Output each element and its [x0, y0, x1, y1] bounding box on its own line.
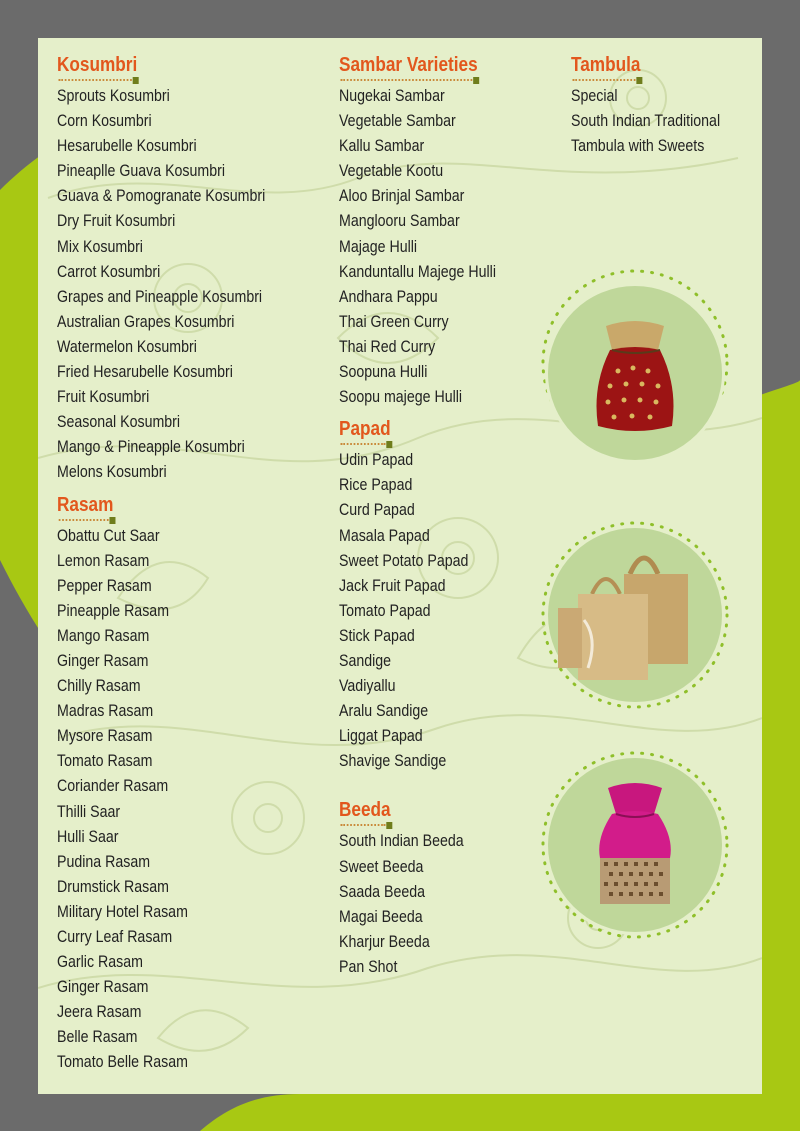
rasam-item: Pudina Rasam: [57, 852, 151, 871]
papad-item: Shavige Sandige: [339, 752, 447, 771]
sambar-item: Thai Green Curry: [339, 312, 449, 331]
rasam-item: Garlic Rasam: [57, 953, 143, 972]
sambar-item: Nugekai Sambar: [339, 87, 445, 105]
pink-pouch-icon: [548, 758, 722, 932]
rasam-item: Obattu Cut Saar: [57, 526, 160, 545]
kosumbri-item: Australian Grapes Kosumbri: [57, 312, 235, 331]
kosumbri-item: Sprouts Kosumbri: [57, 87, 170, 105]
rasam-item: Pineapple Rasam: [57, 601, 170, 620]
jute-bags-image: [548, 528, 722, 702]
rasam-item: Coriander Rasam: [57, 777, 169, 796]
red-pouch-image: [548, 286, 722, 460]
kosumbri-item: Seasonal Kosumbri: [57, 413, 181, 432]
kosumbri-item: Grapes and Pineapple Kosumbri: [57, 287, 263, 306]
rasam-item: Hulli Saar: [57, 827, 119, 846]
rasam-item: Jeera Rasam: [57, 1003, 142, 1022]
papad-item: Curd Papad: [339, 501, 415, 520]
pink-pouch-image: [548, 758, 722, 932]
sambar-item: Soopu majege Hulli: [339, 388, 463, 407]
sambar-item: Andhara Pappu: [339, 287, 438, 306]
papad-item: Udin Papad: [339, 451, 414, 470]
papad-item: Jack Fruit Papad: [339, 576, 446, 595]
kosumbri-item: Fruit Kosumbri: [57, 388, 150, 407]
tambula-item: Special: [571, 87, 618, 105]
papad-item: Masala Papad: [339, 526, 430, 545]
sambar-item: Kallu Sambar: [339, 137, 425, 156]
rasam-item: Chilly Rasam: [57, 677, 141, 696]
beeda-item: South Indian Beeda: [339, 832, 464, 851]
papad-item: Rice Papad: [339, 476, 413, 495]
kosumbri-item: Watermelon Kosumbri: [57, 337, 197, 356]
papad-item: Stick Papad: [339, 626, 415, 645]
tambula-heading: Tambula: [571, 52, 640, 84]
red-pouch-icon: [548, 286, 722, 460]
beeda-item: Pan Shot: [339, 957, 398, 976]
papad-item: Tomato Papad: [339, 601, 431, 620]
kosumbri-heading: Kosumbri: [57, 52, 137, 84]
rasam-item: Mango Rasam: [57, 626, 150, 645]
rasam-item: Ginger Rasam: [57, 978, 149, 997]
beeda-item: Saada Beeda: [339, 882, 426, 901]
papad-item: Vadiyallu: [339, 677, 396, 696]
kosumbri-item: Carrot Kosumbri: [57, 262, 161, 281]
sambar-heading: Sambar Varieties: [339, 52, 478, 84]
sambar-item: Aloo Brinjal Sambar: [339, 187, 465, 206]
beeda-item: Kharjur Beeda: [339, 932, 430, 951]
papad-item: Aralu Sandige: [339, 702, 429, 721]
papad-item: Liggat Papad: [339, 727, 423, 746]
tambula-item: Tambula with Sweets: [571, 137, 705, 156]
rasam-item: Curry Leaf Rasam: [57, 928, 173, 946]
kosumbri-item: Fried Hesarubelle Kosumbri: [57, 363, 233, 382]
kosumbri-item: Dry Fruit Kosumbri: [57, 212, 176, 231]
rasam-item: Tomato Belle Rasam: [57, 1053, 188, 1072]
kosumbri-item: Mix Kosumbri: [57, 237, 143, 256]
beeda-item: Sweet Beeda: [339, 857, 424, 876]
rasam-item: Madras Rasam: [57, 702, 154, 721]
papad-item: Sweet Potato Papad: [339, 551, 469, 570]
sambar-item: Majage Hulli: [339, 237, 418, 256]
sambar-item: Vegetable Kootu: [339, 162, 444, 181]
rasam-item: Mysore Rasam: [57, 727, 153, 746]
sambar-item: Kanduntallu Majege Hulli: [339, 262, 496, 281]
kosumbri-item: Mango & Pineapple Kosumbri: [57, 438, 245, 457]
jute-bag-icon: [548, 528, 722, 702]
rasam-item: Ginger Rasam: [57, 651, 149, 670]
rasam-item: Thilli Saar: [57, 802, 121, 821]
rasam-item: Military Hotel Rasam: [57, 902, 188, 921]
kosumbri-item: Pineaplle Guava Kosumbri: [57, 162, 226, 181]
kosumbri-item: Corn Kosumbri: [57, 112, 152, 131]
sambar-item: Soopuna Hulli: [339, 363, 428, 382]
kosumbri-item: Melons Kosumbri: [57, 463, 167, 482]
papad-item: Sandige: [339, 651, 392, 670]
tambula-item: South Indian Traditional: [571, 112, 721, 131]
papad-heading: Papad: [339, 416, 391, 448]
kosumbri-item: Hesarubelle Kosumbri: [57, 137, 197, 156]
sambar-item: Vegetable Sambar: [339, 112, 456, 131]
rasam-item: Drumstick Rasam: [57, 877, 169, 896]
menu-panel: [38, 38, 762, 1094]
beeda-item: Magai Beeda: [339, 907, 423, 926]
sambar-item: Manglooru Sambar: [339, 212, 460, 231]
kosumbri-item: Guava & Pomogranate Kosumbri: [57, 187, 266, 206]
rasam-item: Belle Rasam: [57, 1028, 138, 1047]
beeda-heading: Beeda: [339, 797, 391, 829]
rasam-item: Lemon Rasam: [57, 551, 150, 570]
rasam-heading: Rasam: [57, 492, 113, 524]
sambar-item: Thai Red Curry: [339, 337, 436, 356]
rasam-item: Pepper Rasam: [57, 576, 152, 595]
rasam-item: Tomato Rasam: [57, 752, 153, 771]
